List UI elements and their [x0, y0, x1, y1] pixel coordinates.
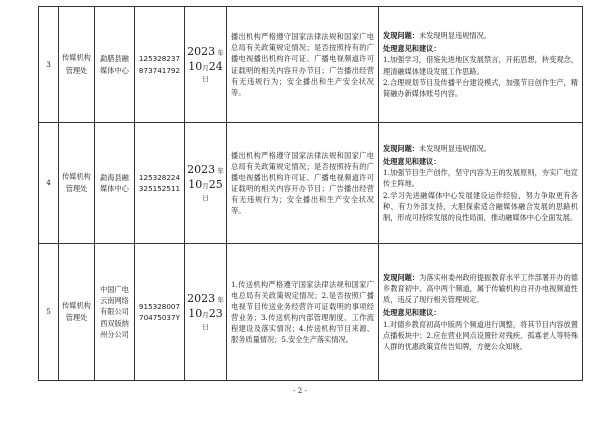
- advice-label: 处理意见和建议：: [383, 157, 441, 167]
- date-month: 10: [188, 307, 203, 321]
- credit-code-cell: 125328224325152511: [135, 123, 185, 244]
- date-month-suffix: 月: [202, 182, 209, 191]
- row-index: 4: [39, 123, 59, 244]
- credit-code-cell: 91532800770475037Y: [135, 244, 185, 381]
- category-cell: 传媒机构管理处: [59, 244, 95, 381]
- advice-item: 2.学习先进融媒体中心发展建设运作经验，努力争取更有各种、有力外部支持，大胆探索适合融媒体融合发展的思路机制，形成可持续发展的良性局面，推动融媒体中心全面发展。: [383, 190, 578, 222]
- findings-label: 发现问题：: [383, 31, 419, 41]
- date-year-suffix: 年: [217, 296, 224, 305]
- unit-cell: 中国广电云南网络有限公司西双版纳州分公司: [95, 244, 135, 381]
- advice-item: 2.合理规划节目及传播平台建设模式，加强节目创作生产，精简融办新媒体账号内容。: [383, 77, 578, 98]
- advice-item: 1.对德乡教育初高中版两个频道进行调整，将其节目内容放置点播板块中；2.应在营业网点设置针对残疾、孤寡老人等特殊人群的优惠政策宣传告知牌，方便公众知晓。: [383, 319, 578, 351]
- findings: [383, 30, 578, 41]
- page-number: - 2 -: [293, 387, 307, 395]
- date-year: 2023: [187, 163, 216, 177]
- advice: [383, 307, 578, 352]
- date-cell: [185, 244, 227, 381]
- date-cell: [185, 7, 227, 123]
- date-day-suffix: 日: [202, 322, 209, 331]
- result-cell: [379, 244, 583, 381]
- unit-cell: 勐海县融媒体中心: [95, 123, 135, 244]
- category-cell: 传媒机构管理处: [59, 123, 95, 244]
- date-day-suffix: 日: [202, 193, 209, 202]
- result-cell: [379, 123, 583, 244]
- table-row: [39, 244, 583, 381]
- advice-label: 处理意见和建议：: [383, 44, 441, 54]
- findings-label: 发现问题：: [383, 143, 419, 153]
- inspection-content-cell: 1.传送机构严格遵守国家法律法规和国家广电总局有关政策规定情况；2.是否按照广播电视节目传送业务经营许可证载明的事项经营业务；3.传送机构内部管理制度、工作流程建设及落实情况；4.传送机构节目来源、服务质量情况；5.安全生产落实情况。: [227, 244, 379, 381]
- inspection-content-cell: 播出机构严格遵守国家法律法规和国家广电总局有关政策规定情况；是否按照持有的广播电视播出机构许可证、广播电视频道许可证载明的相关内容开办节目；广告播出经营有无违规行为；安全播出和生产安全状况等。: [227, 7, 379, 123]
- row-index: 3: [39, 7, 59, 123]
- date-day: 25: [208, 178, 223, 192]
- findings: [383, 143, 578, 154]
- table-row: [39, 123, 583, 244]
- findings-text: 未发现明显违规情况。: [418, 31, 491, 41]
- advice-item: 1.加强节目生产创作，坚守内容为王的发展原则，夯实广电宣传主阵地。: [383, 168, 578, 189]
- date-day: 23: [208, 307, 223, 321]
- advice: [383, 43, 578, 99]
- date-day-suffix: 日: [202, 75, 209, 84]
- advice-label: 处理意见和建议：: [383, 308, 441, 318]
- inspection-content-cell: 播出机构严格遵守国家法律法规和国家广电总局有关政策规定情况；是否按照持有的广播电视播出机构许可证、广播电视频道许可证载明的相关内容开办节目；广告播出经营有无违规行为；安全播出和生产安全状况等。: [227, 123, 379, 244]
- row-index: 5: [39, 244, 59, 381]
- credit-code-cell: 125328237873741792: [135, 7, 185, 123]
- findings: [383, 272, 578, 305]
- category-cell: 传媒机构管理处: [59, 7, 95, 123]
- advice-item: 1.加强学习，借鉴先进地区发展禁言，开拓思想，转变观念，理清融媒体建设发展工作思路。: [383, 55, 578, 76]
- table-row: [39, 7, 583, 123]
- date-year: 2023: [187, 292, 216, 306]
- date-month-suffix: 月: [202, 63, 209, 72]
- findings-label: 发现问题：: [383, 272, 420, 282]
- unit-cell: 勐腊县融媒体中心: [95, 7, 135, 123]
- date-day: 24: [208, 59, 223, 73]
- table-body: [39, 7, 583, 381]
- date-month-suffix: 月: [202, 311, 209, 320]
- date-cell: [185, 123, 227, 244]
- date-year-suffix: 年: [217, 48, 224, 57]
- date-year-suffix: 年: [217, 167, 224, 176]
- inspection-table: [38, 6, 583, 381]
- advice: [383, 156, 578, 223]
- date-month: 10: [188, 59, 203, 73]
- findings-text: 未发现明显违规情况。: [418, 143, 491, 153]
- date-month: 10: [188, 178, 203, 192]
- result-cell: [379, 7, 583, 123]
- date-year: 2023: [187, 44, 216, 58]
- findings-text: 为落实州委州政府提振教育水平工作部署开办的德乡教育初中、高中两个频道，属于传输机构自开办电视频道性质，违反了现行相关管理规定。: [383, 272, 578, 305]
